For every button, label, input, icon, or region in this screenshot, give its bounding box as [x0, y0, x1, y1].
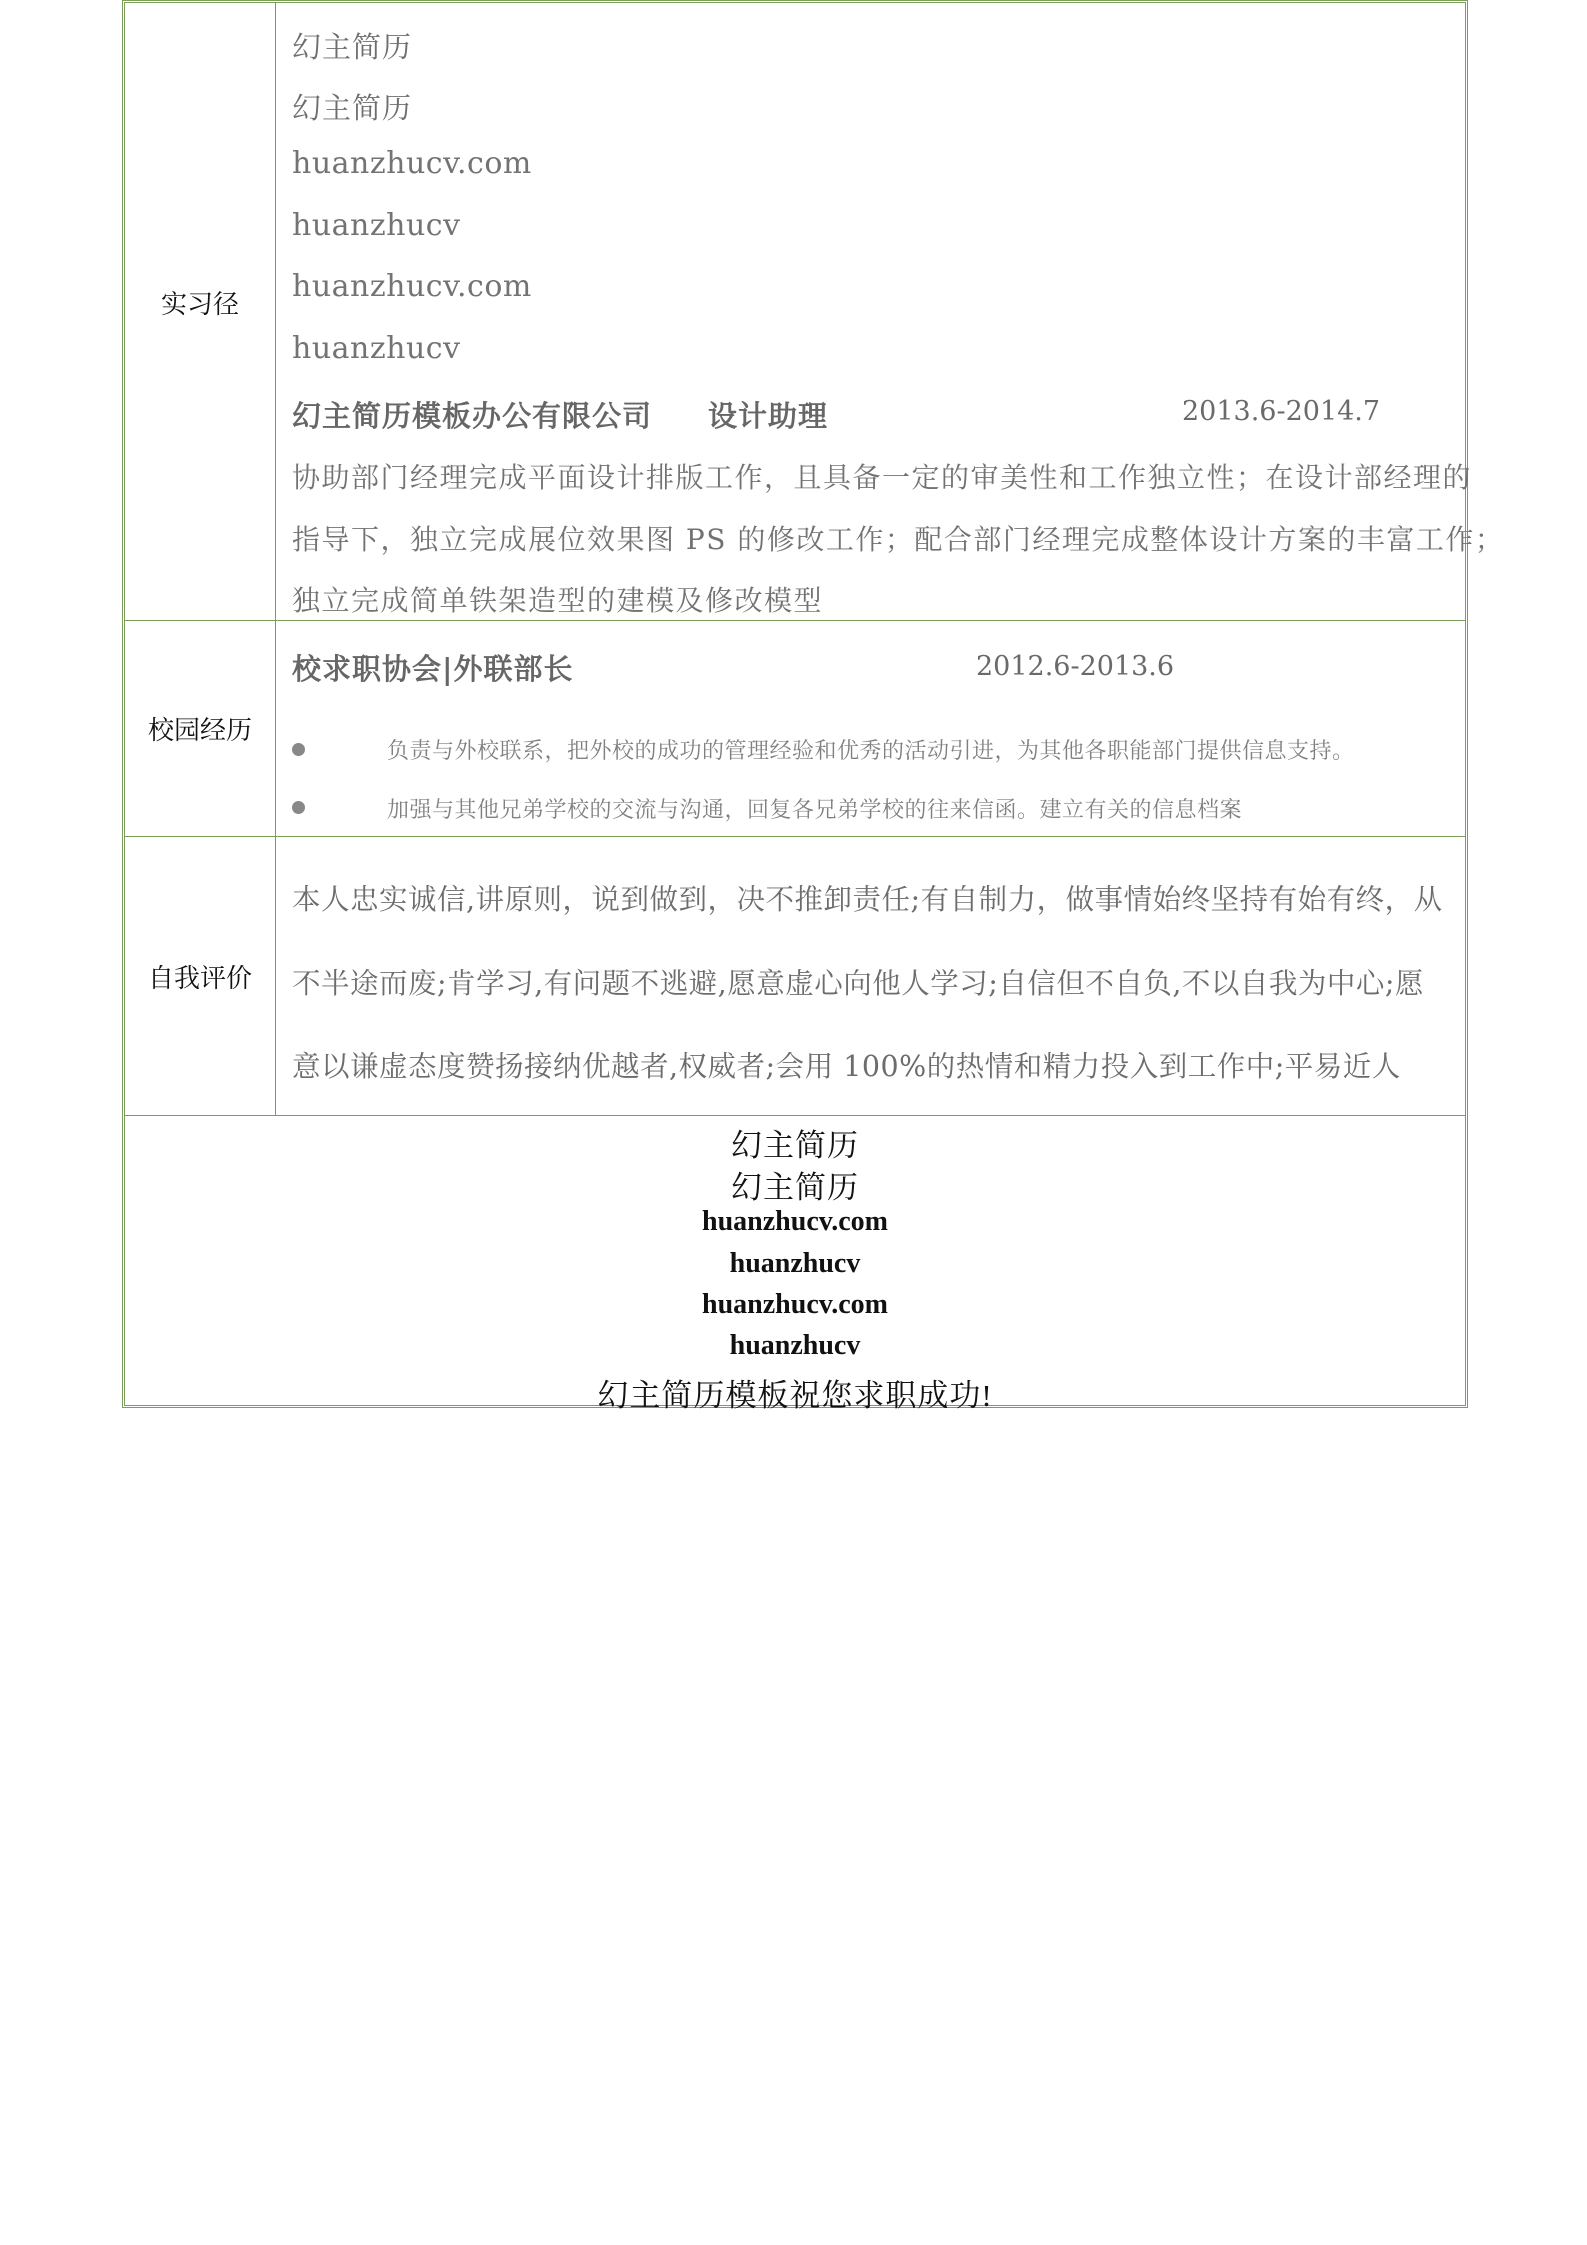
- internship-desc-3: 独立完成简单铁架造型的建模及修改模型: [292, 584, 824, 617]
- footer-line-7: 幻主简历模板祝您求职成功!: [597, 1378, 993, 1413]
- internship-line-5: huanzhucv.com: [292, 269, 532, 304]
- resume-table: [122, 0, 1505, 1413]
- footer-row: [125, 1116, 1465, 1413]
- bullet-icon: [292, 801, 305, 814]
- campus-title: 校求职协会|外联部长: [292, 652, 574, 686]
- campus-content: [276, 621, 1465, 836]
- internship-content: [276, 3, 1505, 620]
- footer-line-5: huanzhucv.com: [702, 1289, 888, 1320]
- self-evaluation-content: [276, 837, 1465, 1115]
- internship-line-3: huanzhucv.com: [292, 146, 532, 181]
- internship-desc-2: 指导下，独立完成展位效果图 PS 的修改工作；配合部门经理完成整体设计方案的丰富工作；: [292, 523, 1505, 556]
- internship-position: 设计助理: [708, 399, 829, 433]
- footer-line-1: 幻主简历: [731, 1128, 859, 1163]
- campus-bullet-1: 负责与外校联系，把外校的成功的管理经验和优秀的活动引进，为其他各职能部门提供信息支持。: [387, 739, 1355, 764]
- campus-bullet-2: 加强与其他兄弟学校的交流与沟通，回复各兄弟学校的往来信函。建立有关的信息档案: [387, 798, 1243, 823]
- internship-desc-1: 协助部门经理完成平面设计排版工作，且具备一定的审美性和工作独立性；在设计部经理的: [292, 461, 1473, 494]
- campus-date: 2012.6-2013.6: [976, 651, 1175, 682]
- footer-line-3: huanzhucv.com: [702, 1206, 888, 1237]
- internship-label: 实习径: [125, 3, 276, 620]
- internship-line-4: huanzhucv: [292, 208, 461, 243]
- footer-line-4: huanzhucv: [729, 1248, 861, 1279]
- campus-label: 校园经历: [125, 621, 276, 836]
- bullet-icon: [292, 743, 305, 756]
- internship-company: 幻主简历模板办公有限公司: [292, 399, 653, 433]
- footer-line-6: huanzhucv: [729, 1330, 861, 1361]
- internship-line-6: huanzhucv: [292, 331, 461, 366]
- self-evaluation-label: 自我评价: [125, 837, 276, 1115]
- self-evaluation-row: [125, 837, 1465, 1116]
- self-evaluation-line-3: 意以谦虚态度赞扬接纳优越者,权威者;会用 100%的热情和精力投入到工作中;平易近人: [292, 1050, 1401, 1083]
- internship-date: 2013.6-2014.7: [1182, 396, 1381, 427]
- internship-line-1: 幻主简历: [292, 30, 413, 64]
- campus-row: [125, 621, 1465, 837]
- self-evaluation-line-1: 本人忠实诚信,讲原则，说到做到，决不推卸责任;有自制力，做事情始终坚持有始有终，从: [292, 883, 1443, 916]
- internship-row: [125, 3, 1505, 621]
- internship-line-2: 幻主简历: [292, 91, 413, 125]
- self-evaluation-line-2: 不半途而废;肯学习,有问题不逃避,愿意虚心向他人学习;自信但不自负,不以自我为中心;愿: [292, 967, 1424, 1000]
- footer-line-2: 幻主简历: [731, 1170, 859, 1205]
